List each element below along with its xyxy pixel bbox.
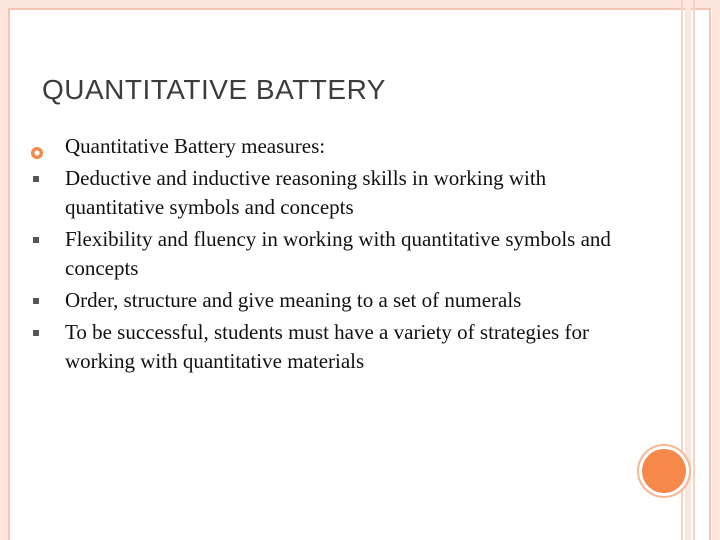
square-bullet-icon — [33, 330, 39, 336]
accent-circle — [642, 449, 686, 493]
bullet-list — [30, 132, 650, 379]
square-bullet-icon — [33, 298, 39, 304]
list-item — [30, 164, 650, 222]
ring-bullet-icon — [30, 139, 44, 153]
list-item — [30, 318, 650, 376]
list-item-text: Quantitative Battery measures: — [65, 134, 326, 158]
list-item-text: To be successful, students must have a variety of strategies for working with quantitative materials — [65, 320, 589, 373]
list-item — [30, 286, 650, 315]
square-bullet-icon — [33, 176, 39, 182]
list-item-text: Deductive and inductive reasoning skills in working with quantitative symbols and concepts — [65, 166, 547, 219]
right-decor-band — [685, 0, 691, 540]
list-item — [30, 225, 650, 283]
right-decor-band-outer — [712, 0, 720, 540]
slide-title: QUANTITATIVE BATTERY — [42, 74, 386, 105]
list-item — [30, 132, 650, 161]
list-item-text: Flexibility and fluency in working with quantitative symbols and concepts — [65, 227, 611, 280]
right-decor-line — [693, 0, 695, 540]
list-item-text: Order, structure and give meaning to a set of numerals — [65, 288, 522, 312]
square-bullet-icon — [33, 237, 39, 243]
